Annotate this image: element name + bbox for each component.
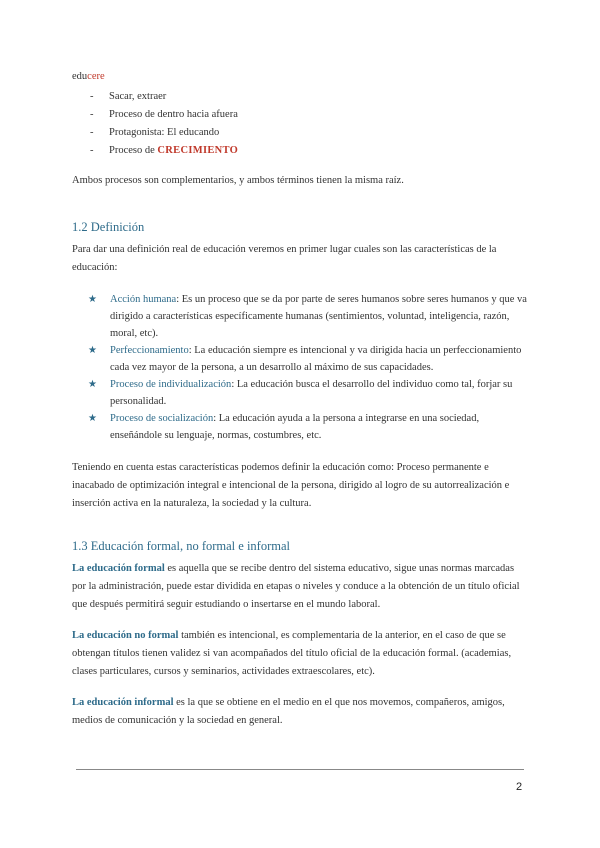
list-item: ★ Proceso de individualización: La educación busca el desarrollo del individuo como tal, forjar su personalidad. bbox=[88, 376, 528, 410]
list-item: ★ Acción humana: Es un proceso que se da por parte de seres humanos sobre seres humanos y que va dirigido a características específicamente humanas (sentimientos, voluntad, inteligencia, razón, moral, etc). bbox=[88, 291, 528, 342]
footer-divider bbox=[76, 769, 524, 770]
list-item: - Protagonista: El educando bbox=[90, 127, 220, 138]
definition-closing: Teniendo en cuenta estas características podemos definir la educación como: Proceso permanente e inacabado de optimización integral e intencional de la persona, dirigido al logro de su autorrealización e inserción activa en la naturaleza, la sociedad y la cultura. bbox=[72, 462, 510, 509]
list-item: - Proceso de dentro hacia afuera bbox=[90, 109, 238, 120]
word-etymology bbox=[72, 71, 105, 82]
section-heading-definition: 1.2 Definición bbox=[72, 220, 145, 234]
informal-paragraph: La educación informal es la que se obtiene en el medio en el que nos movemos, compañeros, amigos, medios de comunicación y la sociedad en general. bbox=[72, 697, 505, 726]
star-icon: ★ bbox=[88, 345, 97, 356]
list-item: ★ Perfeccionamiento: La educación siempre es intencional y va dirigida hacia un perfeccionamiento cada vez mayor de la persona, a un desarrollo al máximo de sus capacidades. bbox=[88, 342, 528, 376]
formal-paragraph: La educación formal es aquella que se recibe dentro del sistema educativo, sigue unas normas marcadas por la administración, puede estar dividida en etapas o niveles y conduce a la obtención de un título oficial que después permitirá seguir estudiando o insertarse en el mundo laboral. bbox=[72, 563, 520, 610]
characteristics-list bbox=[88, 291, 528, 444]
section-heading-types: 1.3 Educación formal, no formal e informal bbox=[72, 539, 290, 553]
meaning-list bbox=[90, 88, 238, 160]
highlight-word: CRECIMIENTO bbox=[157, 145, 239, 156]
list-item: ★ Proceso de socialización: La educación ayuda a la persona a integrarse en una sociedad, enseñándole su lenguaje, normas, costumbres, etc. bbox=[88, 410, 528, 444]
star-icon: ★ bbox=[88, 413, 97, 424]
word-prefix: edu bbox=[72, 71, 88, 82]
star-icon: ★ bbox=[88, 294, 97, 305]
list-item: - Proceso de CRECIMIENTO bbox=[90, 145, 239, 156]
star-icon: ★ bbox=[88, 379, 97, 390]
intro-paragraph: Ambos procesos son complementarios, y ambos términos tienen la misma raíz. bbox=[72, 175, 404, 186]
word-suffix: cere bbox=[87, 71, 105, 82]
noformal-paragraph: La educación no formal también es intencional, es complementaria de la anterior, en el caso de que se obtengan títulos tienen validez si van acompañados del título oficial de la educación formal. (academias, clases particulares, cursos y seminarios, actividades extraescolares, etc). bbox=[72, 630, 512, 677]
page-number: 2 bbox=[516, 781, 523, 793]
definition-intro: Para dar una definición real de educación veremos en primer lugar cuales son las características de la educación: bbox=[72, 244, 497, 273]
list-item: - Sacar, extraer bbox=[90, 91, 167, 102]
